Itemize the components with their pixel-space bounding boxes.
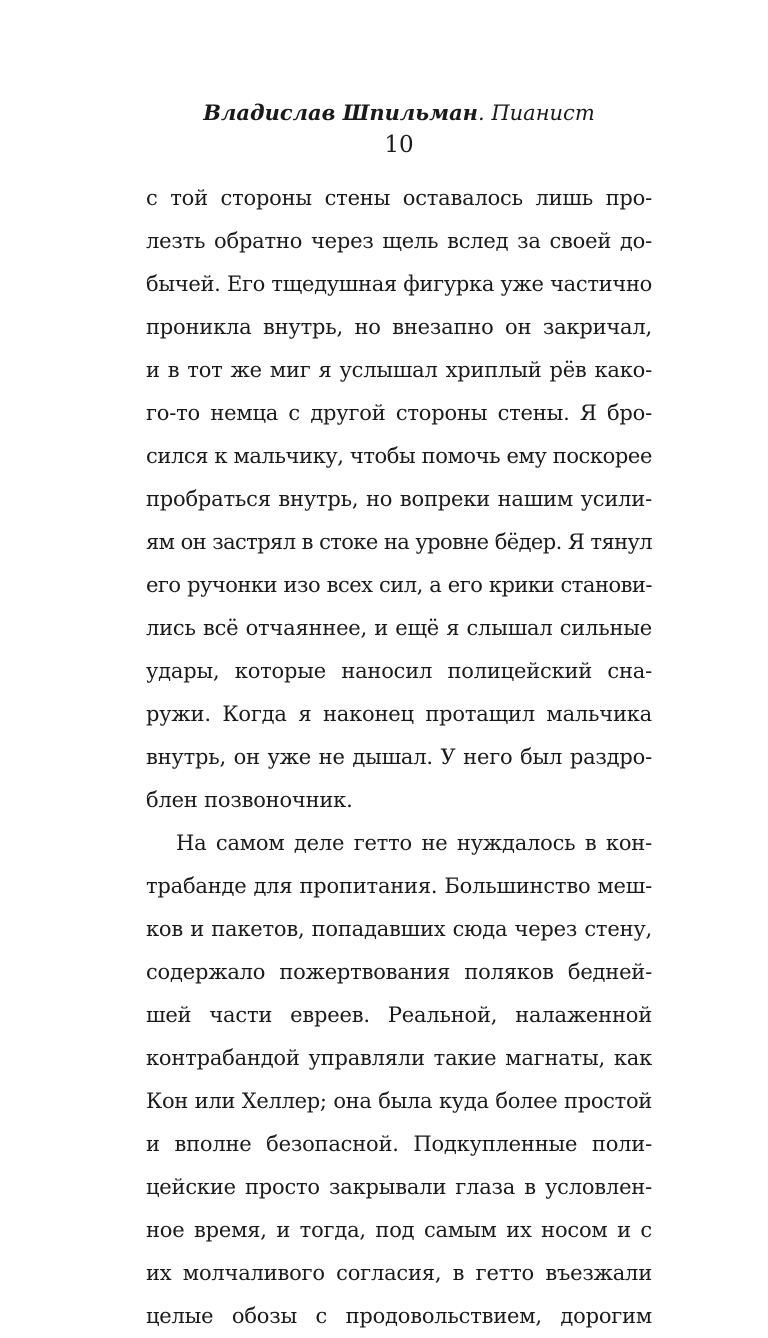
text-line: ное время, и тогда, под самым их носом и с bbox=[146, 1218, 652, 1242]
running-head-author: Владислав Шпильман bbox=[203, 100, 478, 125]
text-line: лезть обратно через щель вслед за своей до- bbox=[146, 229, 652, 253]
body-text bbox=[146, 177, 652, 1338]
running-head-title: Пианист bbox=[491, 101, 595, 125]
text-line: цейские просто закрывали глаза в условлен- bbox=[146, 1175, 652, 1199]
page-number: 10 bbox=[384, 132, 414, 158]
running-head-separator: . bbox=[477, 101, 492, 125]
text-line: контрабандой управляли такие магнаты, как bbox=[146, 1046, 652, 1070]
running-head bbox=[146, 98, 652, 128]
text-line: и вполне безопасной. Подкупленные поли- bbox=[146, 1132, 652, 1156]
book-page bbox=[146, 0, 652, 1328]
text-line: удары, которые наносил полицейский сна- bbox=[146, 659, 652, 683]
text-line: го-то немца с другой стороны стены. Я бро- bbox=[146, 401, 652, 425]
text-line: лись всё отчаяннее, и ещё я слышал сильные bbox=[146, 616, 652, 640]
text-line: содержало пожертвования поляков бедней- bbox=[146, 960, 652, 984]
text-line: Кон или Хеллер; она была куда более простой bbox=[146, 1089, 652, 1113]
text-line: бычей. Его тщедушная фигурка уже частично bbox=[146, 272, 652, 296]
text-line: блен позвоночник. bbox=[146, 788, 353, 812]
text-line: его ручонки изо всех сил, а его крики станови- bbox=[146, 573, 652, 597]
text-line: сился к мальчику, чтобы помочь ему поскорее bbox=[146, 444, 652, 468]
text-line: ям он застрял в стоке на уровне бёдер. Я тянул bbox=[146, 530, 652, 554]
text-line: На самом деле гетто не нуждалось в кон- bbox=[176, 831, 652, 855]
text-line: ружи. Когда я наконец протащил мальчика bbox=[146, 702, 652, 726]
text-line: пробраться внутрь, но вопреки нашим усили- bbox=[146, 487, 652, 511]
text-line: шей части евреев. Реальной, налаженной bbox=[146, 1003, 652, 1027]
text-line: проникла внутрь, но внезапно он закричал, bbox=[146, 315, 652, 339]
text-line: трабанде для пропитания. Большинство меш- bbox=[146, 874, 652, 898]
text-line: целые обозы с продовольствием, дорогим bbox=[146, 1304, 652, 1328]
text-line: их молчаливого согласия, в гетто въезжали bbox=[146, 1261, 652, 1285]
paragraph-2 bbox=[146, 822, 652, 1338]
text-line: ков и пакетов, попадавших сюда через стену, bbox=[146, 917, 652, 941]
paragraph-1 bbox=[146, 177, 652, 822]
text-line: и в тот же миг я услышал хриплый рёв како- bbox=[146, 358, 652, 382]
text-line: внутрь, он уже не дышал. У него был раздро- bbox=[146, 745, 652, 769]
text-line: с той стороны стены оставалось лишь про- bbox=[146, 186, 652, 210]
